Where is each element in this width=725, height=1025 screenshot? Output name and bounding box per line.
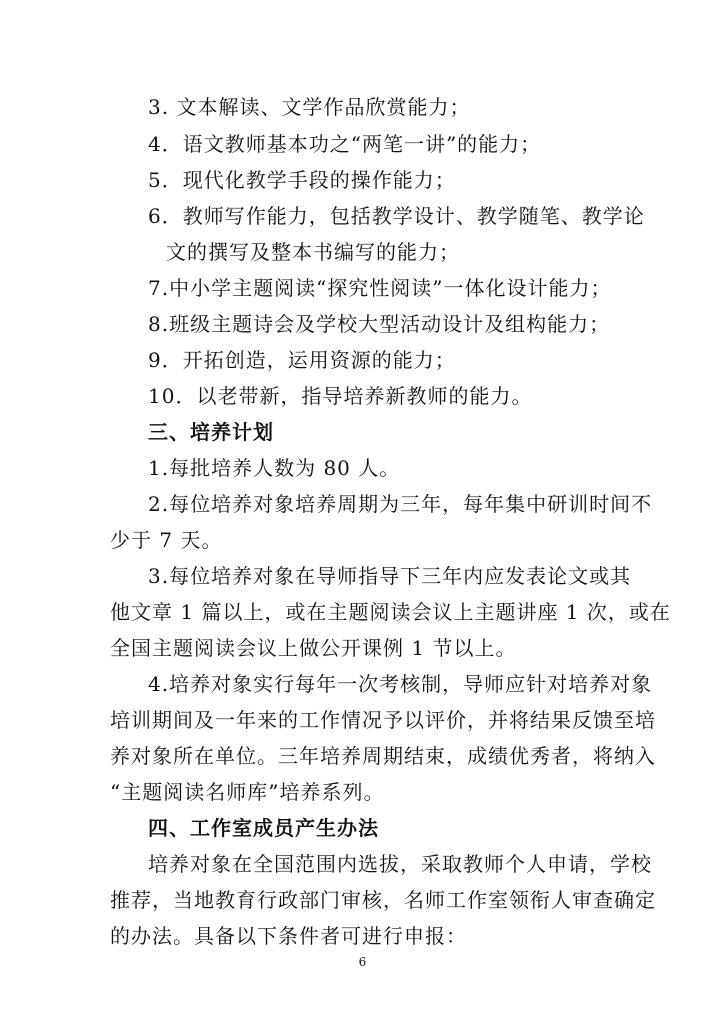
- list-item-8: 8.班级主题诗会及学校大型活动设计及组构能力；: [148, 312, 611, 336]
- list-item-4: 4．语文教师基本功之“两笔一讲”的能力；: [148, 132, 542, 156]
- list-item-10: 10．以老带新，指导培养新教师的能力。: [148, 384, 533, 408]
- paragraph-line: 推荐，当地教育行政部门审核，名师工作室领衔人审查确定: [110, 888, 656, 912]
- paragraph-line: 2.每位培养对象培养周期为三年，每年集中研训时间不: [148, 492, 653, 516]
- section-heading-4: 四、工作室成员产生办法: [148, 816, 379, 840]
- paragraph-line: “主题阅读名师库”培养系列。: [110, 780, 385, 804]
- paragraph-line: 4.培养对象实行每年一次考核制，导师应针对培养对象: [148, 672, 653, 696]
- paragraph-line: 3.每位培养对象在导师指导下三年内应发表论文或其: [148, 564, 632, 588]
- paragraph-line: 培训期间及一年来的工作情况予以评价，并将结果反馈至培: [110, 708, 656, 732]
- list-item-9: 9．开拓创造，运用资源的能力；: [148, 348, 456, 372]
- list-item-6-cont: 文的撰写及整本书编写的能力；: [166, 240, 460, 264]
- paragraph-line: 少于 7 天。: [110, 528, 223, 552]
- list-item-5: 5．现代化教学手段的操作能力；: [148, 168, 456, 192]
- list-item-7: 7.中小学主题阅读“探究性阅读”一体化设计能力；: [148, 276, 612, 300]
- list-item-6: 6．教师写作能力，包括教学设计、教学随笔、教学论: [148, 204, 645, 228]
- list-item-3: 3. 文本解读、文学作品欣赏能力；: [148, 95, 471, 119]
- section-heading-3: 三、培养计划: [148, 420, 274, 444]
- paragraph-line: 全国主题阅读会议上做公开课例 1 节以上。: [110, 636, 517, 660]
- paragraph-line: 的办法。具备以下条件者可进行申报：: [110, 924, 467, 948]
- page-number: 6: [358, 955, 367, 969]
- paragraph-line: 他文章 1 篇以上，或在主题阅读会议上主题讲座 1 次，或在: [110, 600, 671, 624]
- paragraph-line: 培养对象在全国范围内选拔，采取教师个人申请，学校: [148, 852, 652, 876]
- paragraph-line: 1.每批培养人数为 80 人。: [148, 456, 401, 480]
- paragraph-line: 养对象所在单位。三年培养周期结束，成绩优秀者，将纳入: [110, 744, 656, 768]
